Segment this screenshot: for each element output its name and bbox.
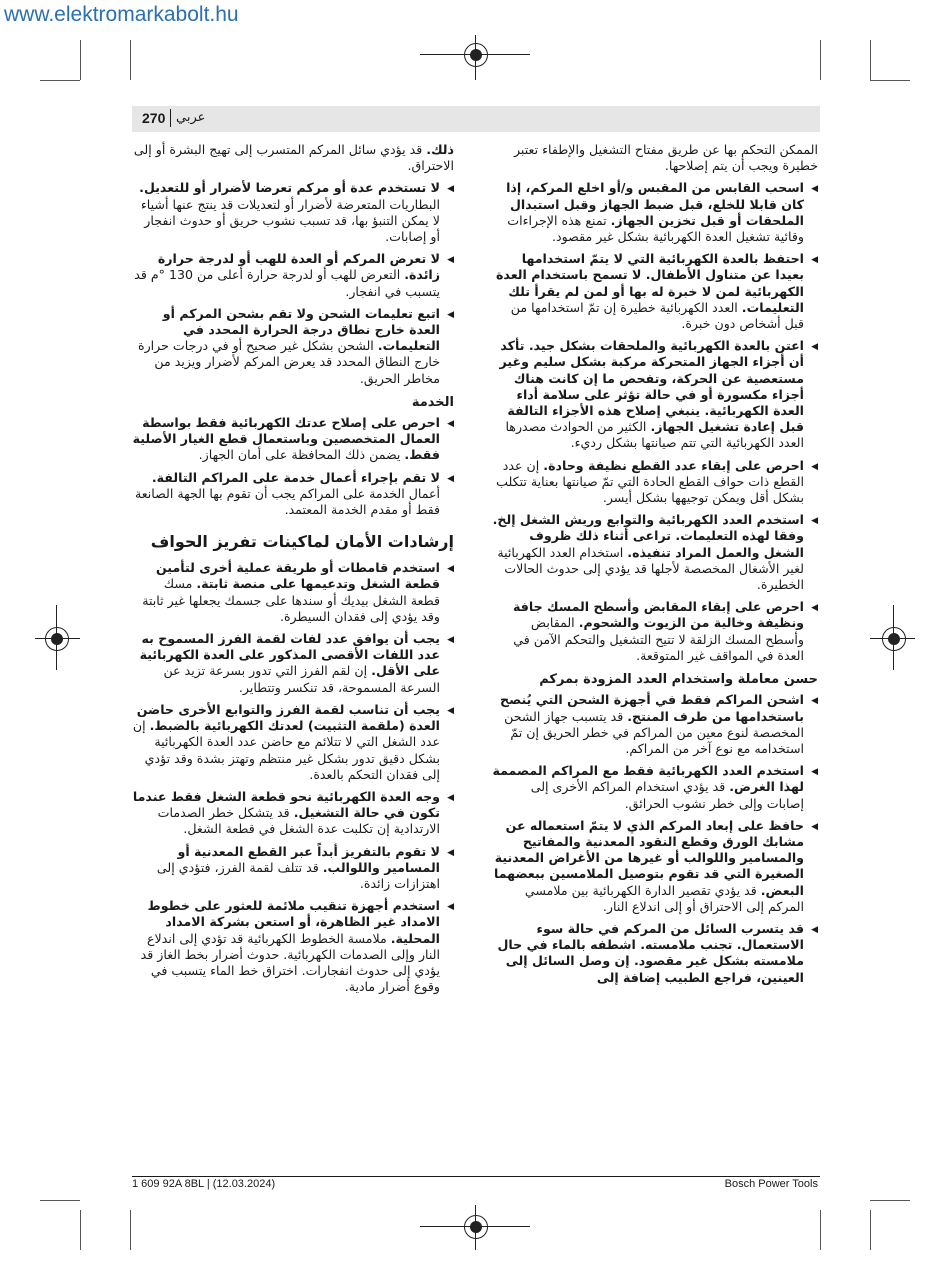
list-item: ◀ يجب أن تناسب لقمة الفرز والتوابع الأخرى حاضن العدة (ملقمة التثبيت) لعدتك الكهربائية بالضبط. إن عدد الشغل التي لا تتلائم مع حاضن عدد العدة الكهربائية بشكل دقيق تدور بشكل غير منتظم وتهتز بشدة وقد تؤدي إلى فقدان التحكم بالعدة. xyxy=(132,702,454,783)
footer-divider xyxy=(132,1176,820,1177)
list-item: ◀ احتفظ بالعدة الكهربائية التي لا يتمّ استخدامها بعيدا عن متناول الأطفال. لا تسمح باستخدام العدة الكهربائية لمن لا خبرة له بها أو لمن لم يقرأ تلك التعليمات. العدد الكهربائية خطيرة إن تمّ استخدامها من قبل أشخاص دون خبرة. xyxy=(490,251,818,332)
list-item: ◀ اسحب القابس من المقبس و/أو اخلع المركم، إذا كان قابلا للخلع، قبل ضبط الجهاز وقبل استبدال الملحقات أو قبل تخزين الجهاز. تمنع هذه الإجراءات وقائية تشغيل العدة الكهربائية بشكل غير مقصود. xyxy=(490,180,818,245)
list-item: ◀ اعتن بالعدة الكهربائية والملحقات بشكل جيد. تأكد أن أجزاء الجهاز المتحركة مركبة بشكل سليم وغير مستعصية عن الحركة، وتفحص ما إن كانت هناك أجزاء مكسورة أو في حالة تؤثر على سلامة أداء العدة الكهربائية. ينبغي إصلاح هذه الأجزاء التالفة قبل إعادة تشغيل الجهاز. الكثير من الحوادث مصدرها العدد الكهربائية التي تتم صيانتها بشكل رديء. xyxy=(490,338,818,451)
footer-brand: Bosch Power Tools xyxy=(724,1178,818,1190)
list-item: ◀ استخدم العدد الكهربائية فقط مع المراكم المصممة لهذا الغرض. قد يؤدي استخدام المراكم الأخرى إلى إصابات وإلى خطر نشوب الحرائق. xyxy=(490,763,818,812)
list-item: ◀ اشحن المراكم فقط في أجهزة الشحن التي يُنصح باستخدامها من طرف المنتج. قد يتسبب جهاز الشحن المخصصة لنوع معين من المراكم في خطر الحريق إن تمّ استخدامه مع نوع آخر من المراكم. xyxy=(490,692,818,757)
list-item: ◀ حافظ على إبعاد المركم الذي لا يتمّ استعماله عن مشابك الورق وقطع النقود المعدنية والمفاتيح والمسامير واللوالب أو غيرها من الأغراض المعدنية الصغيرة التي قد تقوم بتوصيل الملامسين ببعضهما البعض. قد يؤدي تقصير الدارة الكهربائية بين ملامسي المركم إلى الاحتراق أو إلى اندلاع النار. xyxy=(490,818,818,915)
page-language: عربي xyxy=(176,110,206,125)
battery-section-heading: حسن معاملة واستخدام العدد المزودة بمركم xyxy=(539,672,818,688)
list-item: ◀ استخدم أجهزة تنقيب ملائمة للعثور على خطوط الامداد غير الظاهرة، أو استعن بشركة الامداد المحلية. ملامسة الخطوط الكهربائية قد تؤدي إلى اندلاع النار وإلى الصدمات الكهربائية. حدوث أضرار بخط الغاز قد يؤدي إلى حدوث انفجارات. اختراق خط الماء يتسبب في وقوع أضرار مادية. xyxy=(132,898,454,995)
list-item: ◀ احرص على إبقاء المقابض وأسطح المسك جافة ونظيفة وخالية من الزيوت والشحوم. المقابض وأسطح المسك الزلقة لا تتيح التشغيل والتحكم الآمن في العدة في المواقف غير المتوقعة. xyxy=(490,599,818,664)
list-item: ◀ احرص على إصلاح عدتك الكهربائية فقط بواسطة العمال المتخصصين وباستعمال قطع الغيار الأصلية فقط. يضمن ذلك المحافظة على أمان الجهاز. xyxy=(132,415,454,464)
footer-doc-number: 1 609 92A 8BL | (12.03.2024) xyxy=(132,1178,276,1190)
list-item: ◀ قد يتسرب السائل من المركم في حالة سوء الاستعمال. تجنب ملامسته. اشطفه بالماء في حال ملامسته بشكل غير مقصود. إن وصل السائل إلى العينين، فراجع الطبيب إضافة إلى xyxy=(490,921,818,986)
list-item: ◀ يجب أن يوافق عدد لفات لقمة الفرز المسموح به عدد اللفات الأقصى المذكور على العدة الكهربائية على الأقل. إن لقم الفرز التي تدور بسرعة تزيد عن السرعة المسموحة، قد تنكسر وتتطاير. xyxy=(132,631,454,696)
list-item: ◀ لا تقم بإجراء أعمال خدمة على المراكم التالفة. أعمال الخدمة على المراكم يجب أن تقوم بها الجهة الصانعة فقط أو مقدم الخدمة المعتمد. xyxy=(132,470,454,519)
list-item: ◀ احرص على إبقاء عدد القطع نظيفة وحادة. إن عدد القطع ذات حواف القطع الحادة التي تمّ صيانتها بعناية تتكلب بشكل أقل ويمكن توجيهها بشكل أيسر. xyxy=(490,458,818,507)
list-item: ◀ لا تعرض المركم أو العدة للهب أو لدرجة حرارة زائدة. التعرض للهب أو لدرجة حرارة أعلى من 130 °م قد يتسبب في انفجار. xyxy=(132,251,454,300)
right-intro: الممكن التحكم بها عن طريق مفتاح التشغيل والإطفاء تعتبر خطيرة ويجب أن يتم إصلاحها. xyxy=(513,142,818,174)
list-item: ◀ لا تقوم بالتفريز أبداً عبر القطع المعدنية أو المسامير واللوالب. قد تتلف لقمة الفرز، فتؤدي إلى اهتزازات زائدة. xyxy=(132,844,454,893)
router-section-heading: إرشادات الأمان لماكينات تفريز الحواف xyxy=(150,532,454,552)
left-column xyxy=(132,142,454,1001)
list-item: ◀ استخدم العدد الكهربائية والتوابع وريش الشغل إلخ. وفقا لهذه التعليمات. تراعى أثناء ذلك ظروف الشغل والعمل المراد تنفيذه. استخدام العدد الكهربائية لغير الأشغال المخصصة لأجلها قد يؤدي إلى حدوث الحالات الخطيرة. xyxy=(490,512,818,593)
site-link[interactable]: www.elektromarkabolt.hu xyxy=(4,3,239,26)
header-separator xyxy=(170,109,171,127)
list-item: ◀ لا تستخدم عدة أو مركم تعرضا لأضرار أو للتعديل. البطاريات المتعرضة لأضرار أو لتعديلات قد ينتج عنها أشياء لا يمكن التنبؤ بها، قد تسبب نشوب حريق أو حدوث انفجار أو إصابات. xyxy=(132,180,454,245)
header-bar xyxy=(132,106,820,132)
list-item: ◀ اتبع تعليمات الشحن ولا تقم بشحن المركم أو العدة خارج نطاق درجة الحرارة المحدد في التعليمات. الشحن بشكل غير صحيح أو في درجات حرارة خارج النطاق المحدد قد يعرض المركم لأضرار ويزيد من مخاطر الحريق. xyxy=(132,306,454,387)
page-number: 270 xyxy=(142,110,166,126)
right-column xyxy=(490,142,818,992)
list-item: ◀ استخدم قامطات أو طريقة عملية أخرى لتأمين قطعة الشغل وتدعيمها على منصة ثابتة. مسك قطعة الشغل بيديك أو سندها على جسمك يجعلها غير ثابتة وقد يؤدي إلى فقدان السيطرة. xyxy=(132,560,454,625)
list-item: ◀ وجه العدة الكهربائية نحو قطعة الشغل فقط عندما تكون في حالة التشغيل. قد يتشكل خطر الصدمات الارتدادية إن تكلبت عدة الشغل في قطعة الشغل. xyxy=(132,789,454,838)
service-section-heading: الخدمة xyxy=(411,394,454,410)
left-intro: ذلك. قد يؤدي سائل المركم المتسرب إلى تهيج البشرة أو إلى الاحتراق. xyxy=(133,142,454,174)
